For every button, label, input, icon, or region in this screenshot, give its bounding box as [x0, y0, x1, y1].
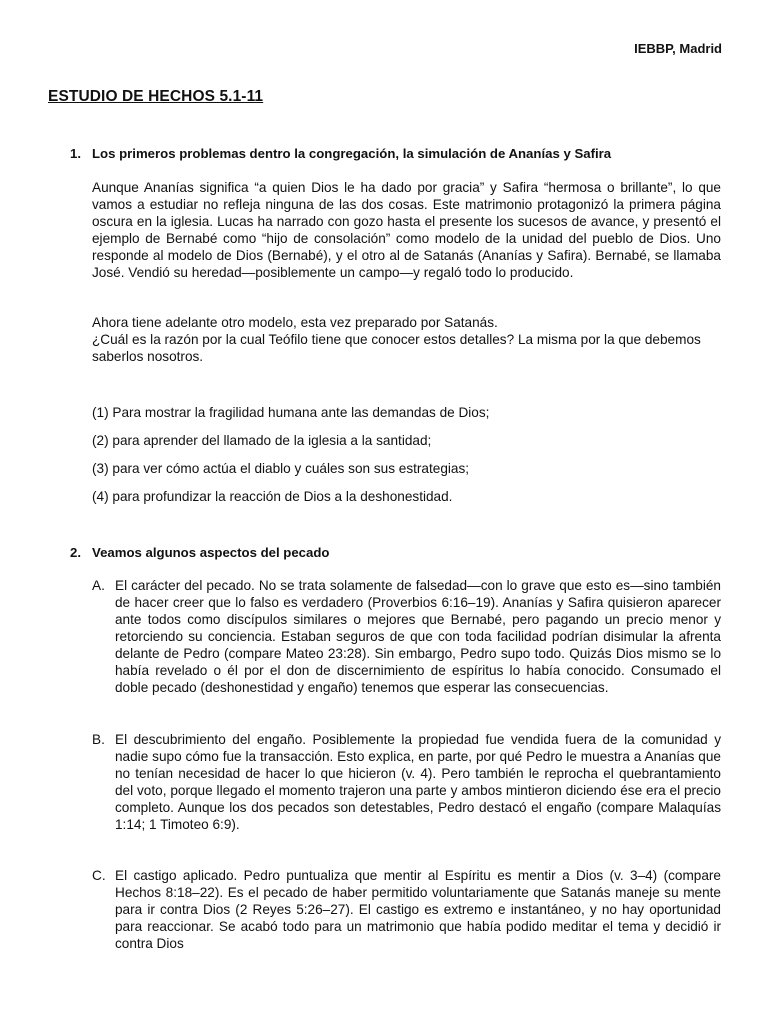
- section-2-number: 2.: [70, 545, 81, 560]
- sin-aspect-item: [92, 867, 721, 952]
- reason-item: (1) Para mostrar la fragilidad humana ante las demandas de Dios;: [92, 405, 490, 420]
- section-1-paragraph-1: Aunque Ananías significa “a quien Dios le ha dado por gracia” y Safira “hermosa o brillante”, lo que vamos a estudiar no refleja ninguna de las dos cosas. Este matrimonio protagonizó la primera página oscura en la iglesia. Lucas ha narrado con gozo hasta el presente los sucesos de avance, y presentó el ejemplo de Bernabé como “hijo de consolación” como modelo de la unidad del pueblo de Dios. Uno responde al modelo de Dios (Bernabé), y el otro al de Satanás (Ananías y Safira). Bernabé, se llamaba José. Vendió su heredad—posiblemente un campo—y regaló todo lo producido.: [92, 180, 721, 280]
- reason-item: (4) para profundizar la reacción de Dios a la deshonestidad.: [92, 489, 453, 504]
- organization-label: IEBBP, Madrid: [634, 41, 722, 56]
- sin-aspect-text: El descubrimiento del engaño. Posiblemente la propiedad fue vendida fuera de la comunidad y nadie supo cómo fue la transacción. Esto explica, en parte, por qué Pedro le muestra a Ananías que no tenían necesidad de hacer lo que hicieron (v. 4). Pero también le reprocha el quebrantamiento del voto, porque llegado el momento trajeron una parte y ambos mintieron diciendo ése era el precio completo. Aunque los dos pecados son detestables, Pedro destacó el engaño (compare Malaquías 1:14; 1 Timoteo 6:9).: [115, 732, 721, 832]
- sin-aspect-letter: B.: [92, 732, 105, 747]
- reason-item: (2) para aprender del llamado de la iglesia a la santidad;: [92, 433, 432, 448]
- section-1-number: 1.: [70, 146, 81, 161]
- section-1-paragraph-2-line-1: Ahora tiene adelante otro modelo, esta vez preparado por Satanás.: [92, 315, 498, 330]
- document-title: ESTUDIO DE HECHOS 5.1-11: [48, 88, 264, 105]
- sin-aspect-text: El castigo aplicado. Pedro puntualiza que mentir al Espíritu es mentir a Dios (v. 3–4) (compare Hechos 8:18–22). Es el pecado de haber permitido voluntariamente que Satanás maneje su mente para ir contra Dios (2 Reyes 5:26–27). El castigo es extremo e instantáneo, y no hay oportunidad para reaccionar. Se acabó todo para un matrimonio que había podido meditar el tema y decidió ir contra Dios: [115, 868, 721, 951]
- section-1-heading: [70, 146, 611, 161]
- sin-aspect-text: El carácter del pecado. No se trata solamente de falsedad—con lo grave que esto es—sino también de hacer creer que lo falso es verdadero (Proverbios 6:16–19). Ananías y Safira quisieron aparecer ante todos como discípulos similares o mejores que Bernabé, pero pagando un precio menor y retorciendo su conciencia. Estaban seguros de que con toda facilidad podrían disimular la afrenta delante de Pedro (compare Mateo 23:28). Sin embargo, Pedro supo todo. Quizás Dios mismo se lo había revelado o él por el don de discernimiento de espíritus lo había conocido. Consumado el doble pecado (deshonestidad y engaño) tenemos que esperar las consecuencias.: [115, 578, 721, 695]
- reason-item: (3) para ver cómo actúa el diablo y cuáles son sus estrategias;: [92, 461, 470, 476]
- sin-aspect-letter: C.: [92, 868, 106, 883]
- sin-aspect-letter: A.: [92, 578, 105, 593]
- sin-aspect-item: [92, 731, 721, 833]
- sin-aspect-item: [92, 577, 721, 696]
- section-2-title: Veamos algunos aspectos del pecado: [92, 545, 330, 560]
- section-1-paragraph-2: ¿Cuál es la razón por la cual Teófilo tiene que conocer estos detalles? La misma por la que debemos saberlos nosotros.: [92, 332, 701, 364]
- section-2-heading: [70, 545, 329, 560]
- section-1-title: Los primeros problemas dentro la congregación, la simulación de Ananías y Safira: [92, 146, 612, 161]
